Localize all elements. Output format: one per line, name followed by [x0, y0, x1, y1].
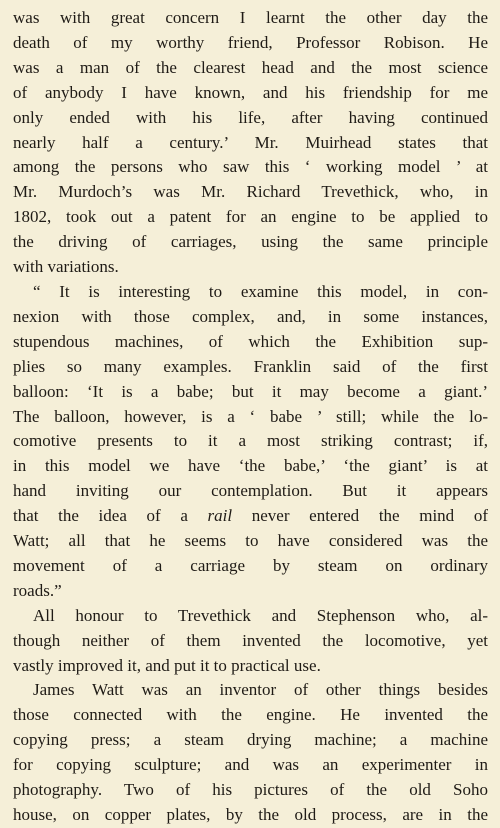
- text-line: was a man of the clearest head and the most science: [13, 57, 488, 77]
- text-line: roads.”: [13, 580, 62, 600]
- paragraph-2: [13, 280, 488, 604]
- text-line: vastly improved it, and put it to practical use.: [13, 655, 321, 675]
- text-line: comotive presents to it a most striking contrast; if,: [13, 431, 488, 451]
- paragraph-3: [13, 604, 488, 679]
- text-line: in this model we have ‘the babe,’ ‘the giant’ is at: [13, 456, 488, 476]
- italic-word: rail: [207, 506, 233, 526]
- text-line: copying press; a steam drying machine; a machine: [13, 730, 488, 750]
- text-line: Watt; all that he seems to have considered was the: [13, 531, 488, 551]
- text-line: 1802, took out a patent for an engine to be applied to: [13, 207, 488, 227]
- text-line: only ended with his life, after having continued: [13, 107, 488, 127]
- paragraph-1: [13, 6, 488, 280]
- text-line: the driving of carriages, using the same principle: [13, 232, 488, 252]
- text-line: balloon: ‘It is a babe; but it may become a giant.’: [13, 381, 488, 401]
- text-line: plies so many examples. Franklin said of the first: [13, 356, 488, 376]
- text-line: death of my worthy friend, Professor Robison. He: [13, 32, 488, 52]
- text-segment: never entered the mind of: [232, 506, 488, 526]
- text-line: house, on copper plates, by the old process, are in the: [13, 805, 488, 824]
- text-line: was with great concern I learnt the other day the: [13, 8, 488, 27]
- text-line: nexion with those complex, and, in some instances,: [13, 306, 488, 326]
- text-line: those connected with the engine. He invented the: [13, 705, 488, 725]
- text-line: All honour to Trevethick and Stephenson who, al-: [33, 605, 488, 625]
- text-line: hand inviting our contemplation. But it appears: [13, 481, 488, 501]
- text-line: among the persons who saw this ‘ working model ’ at: [13, 157, 488, 177]
- text-line: nearly half a century.’ Mr. Muirhead states that: [13, 132, 488, 152]
- paragraph-4: [13, 678, 488, 827]
- text-line: stupendous machines, of which the Exhibition sup-: [13, 331, 488, 351]
- text-line: The balloon, however, is a ‘ babe ’ still; while the lo-: [13, 406, 488, 426]
- text-line: James Watt was an inventor of other things besides: [33, 680, 488, 700]
- text-line: of anybody I have known, and his friendship for me: [13, 82, 488, 102]
- text-line: movement of a carriage by steam on ordinary: [13, 555, 488, 575]
- text-line: Mr. Murdoch’s was Mr. Richard Trevethick, who, in: [13, 182, 488, 202]
- text-line-with-italic: [13, 504, 488, 529]
- text-line: with variations.: [13, 257, 119, 277]
- text-line: photography. Two of his pictures of the old Soho: [13, 780, 488, 800]
- text-segment: that the idea of a: [13, 506, 208, 526]
- text-line: for copying sculpture; and was an experimenter in: [13, 755, 488, 775]
- text-line: “ It is interesting to examine this model, in con-: [33, 281, 488, 301]
- text-line: though neither of them invented the locomotive, yet: [13, 630, 488, 650]
